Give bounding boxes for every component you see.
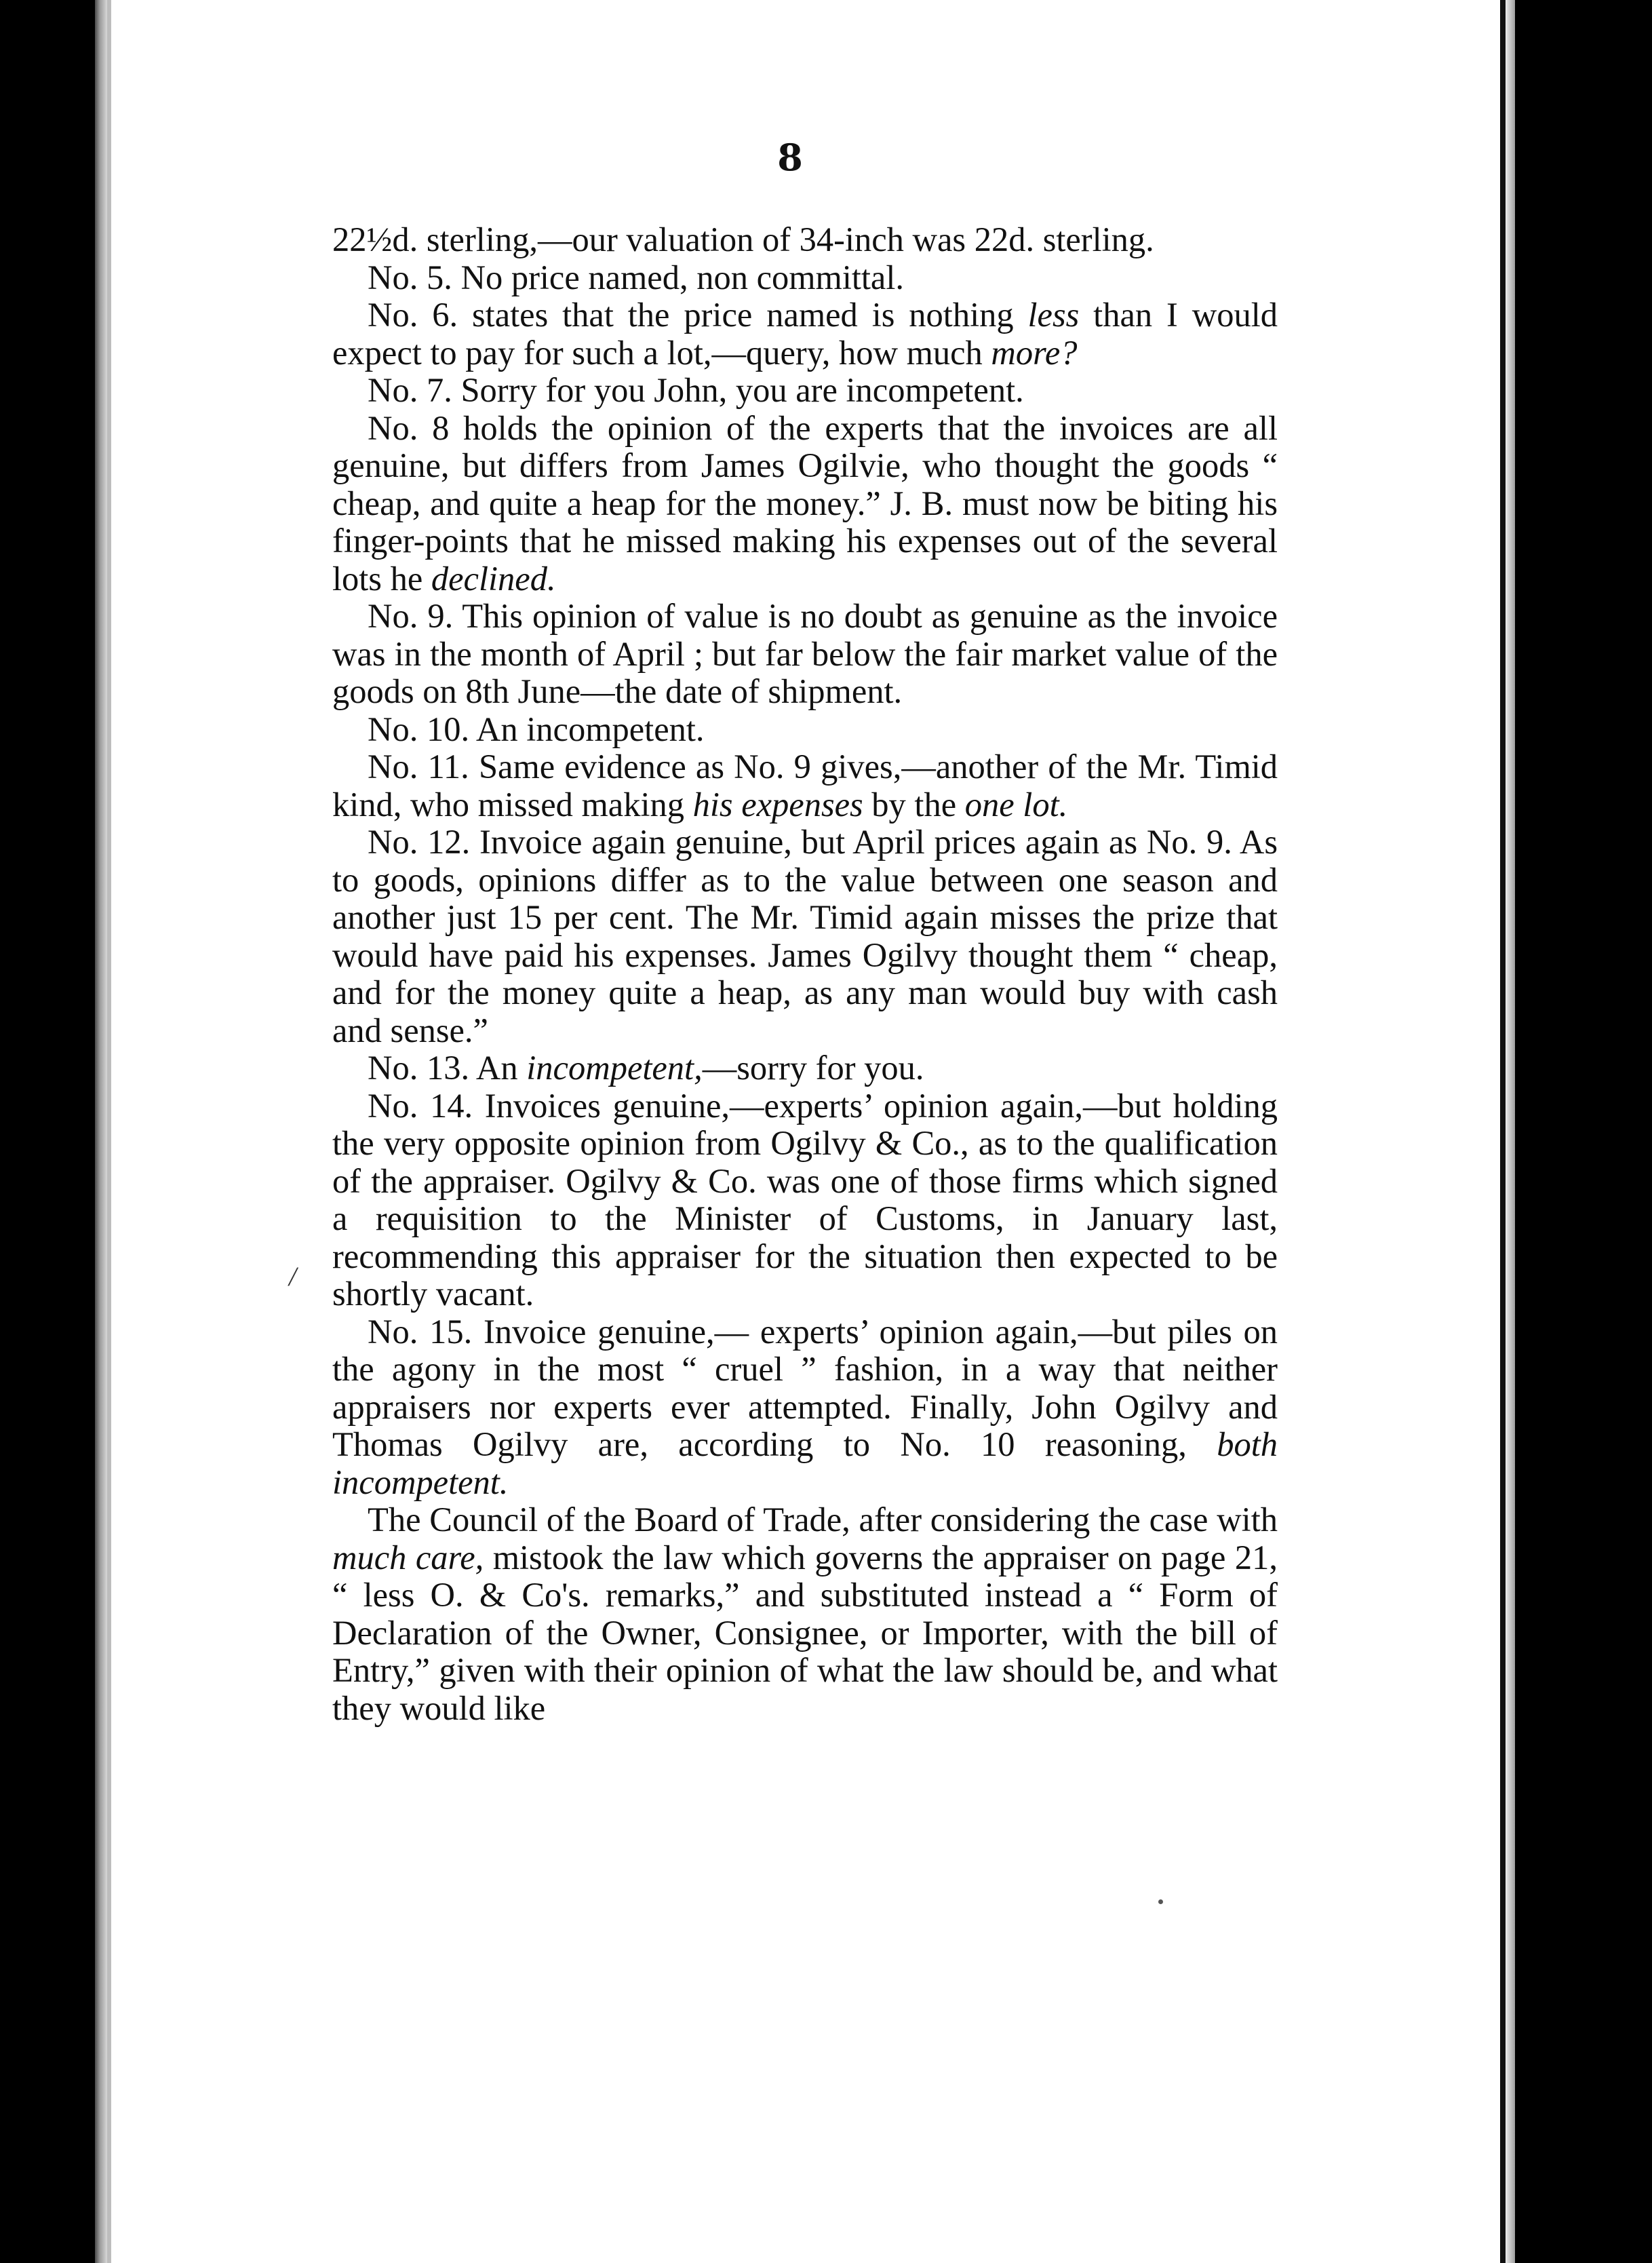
paragraph <box>332 1313 1278 1502</box>
paragraph <box>332 1501 1278 1727</box>
page-right-rule <box>1500 0 1506 2263</box>
paragraph <box>332 372 1278 410</box>
italic-text: more? <box>991 333 1078 372</box>
paragraph <box>332 1049 1278 1087</box>
text-run: No. 7. Sorry for you John, you are incompetent. <box>368 371 1024 409</box>
text-run: The Council of the Board of Trade, after considering the case with <box>368 1501 1278 1539</box>
text-run: No. 13. An <box>368 1049 527 1087</box>
text-run: by the <box>863 785 965 824</box>
text-run: No. 8 holds the opinion of the experts that the invoices are all genuine, but differs from James Ogilvie, who thought the goods “ cheap, and quite a heap for the money.” J. B. must now be biting his finger-points that he missed making his expenses out of the several lots he <box>332 408 1278 598</box>
text-run: No. 11. Same evidence as No. 9 gives,—another of the Mr. Timid kind, who missed making <box>332 748 1278 824</box>
italic-text: much care, <box>332 1538 484 1577</box>
ink-speck <box>1158 1899 1163 1904</box>
paragraph <box>332 296 1278 372</box>
paragraph <box>332 748 1278 824</box>
text-run: 22½d. sterling,—our valuation of 34-inch was 22d. sterling. <box>332 220 1154 258</box>
italic-text: declined. <box>431 559 556 598</box>
text-run: No. 9. This opinion of value is no doubt as genuine as the invoice was in the month of April ; but far below the fair market value of the goods on 8th June—the date of shipment. <box>332 597 1278 710</box>
paragraph <box>332 1087 1278 1313</box>
paragraph <box>332 598 1278 711</box>
text-run: —sorry for you. <box>702 1049 924 1087</box>
page-number: 8 <box>777 136 803 179</box>
page-left-rule <box>107 0 111 2263</box>
text-run: No. 5. No price named, non committal. <box>368 258 904 296</box>
paragraph <box>332 824 1278 1049</box>
italic-text: incompetent, <box>526 1049 703 1087</box>
continued-paragraph <box>332 221 1278 259</box>
text-run: than I would expect to pay for such a lot,—query, how much <box>332 296 1278 372</box>
page-right-edge <box>1506 0 1515 2263</box>
italic-text: both incompetent. <box>332 1425 1278 1501</box>
text-run: No. 6. states that the price named is nothing <box>368 296 1028 334</box>
italic-text: his expenses <box>692 785 863 824</box>
text-run: No. 12. Invoice again genuine, but April prices again as No. 9. As to goods, opinions differ as to the value between one season and another just 15 per cent. The Mr. Timid again misses the prize that would have paid his expenses. James Ogilvy thought them “ cheap, and for the money quite a heap, as any man would buy with cash and sense.” <box>332 823 1278 1049</box>
page-left-edge <box>95 0 107 2263</box>
text-run: No. 14. Invoices genuine,—experts’ opinion again,—but holding the very opposite opinion from Ogilvy & Co., as to the qualification of the appraiser. Ogilvy & Co. was one of those firms which signed a requisition to the Minister of Customs, in January last, recommending this appraiser for the situation then expected to be shortly vacant. <box>332 1086 1278 1313</box>
margin-mark: / <box>289 1261 297 1292</box>
italic-text: less <box>1027 296 1080 334</box>
text-run: No. 10. An incompetent. <box>368 710 705 748</box>
paragraph <box>332 259 1278 297</box>
paragraph <box>332 410 1278 598</box>
italic-text: one lot. <box>964 785 1068 824</box>
paragraph <box>332 711 1278 749</box>
body-text <box>332 221 1278 1727</box>
text-run: mistook the law which governs the appraiser on page 21, “ less O. & Co's. remarks,” and substituted instead a “ Form of Declaration of the Owner, Consignee, or Importer, with the bill of Entry,” given with their opinion of what the law should be, and what they would like <box>332 1538 1278 1727</box>
text-run: No. 15. Invoice genuine,— experts’ opinion again,—but piles on the agony in the most “ cruel ” fashion, in a way that neither appraisers nor experts ever attempted. Finally, John Ogilvy and Thomas Ogilvy are, according to No. 10 reasoning, <box>332 1312 1278 1463</box>
